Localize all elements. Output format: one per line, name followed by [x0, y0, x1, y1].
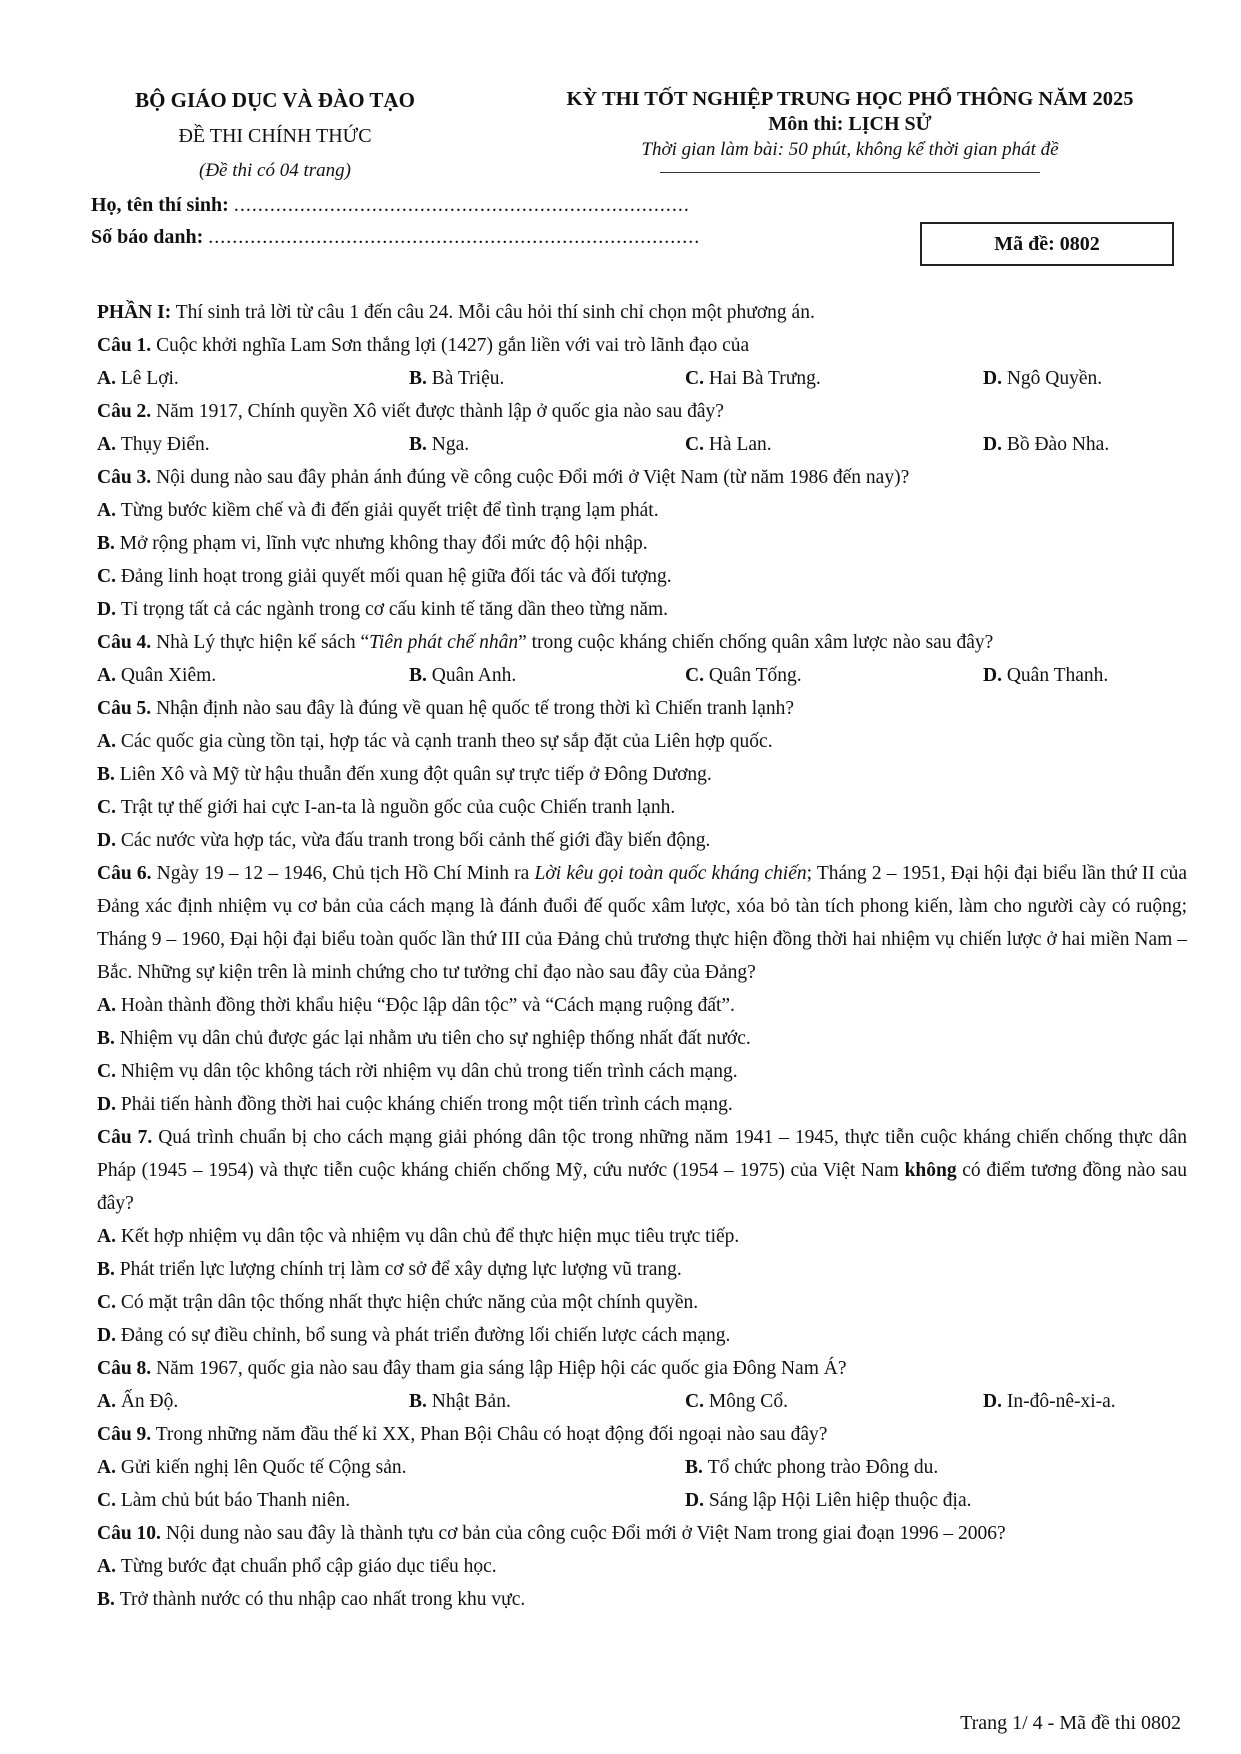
- question-number: Câu 2.: [97, 401, 152, 422]
- question-text: Năm 1967, quốc gia nào sau đây tham gia sáng lập Hiệp hội các quốc gia Đông Nam Á?: [151, 1358, 847, 1379]
- option-b[interactable]: [409, 659, 685, 692]
- option-letter: C.: [685, 665, 709, 686]
- option-text: Hoàn thành đồng thời khẩu hiệu “Độc lập dân tộc” và “Cách mạng ruộng đất”.: [120, 995, 735, 1016]
- question-number: Câu 9.: [97, 1424, 152, 1445]
- option-text: Từng bước đạt chuẩn phổ cập giáo dục tiểu học.: [120, 1556, 497, 1577]
- question-8-options: [97, 1385, 1187, 1418]
- exam-body: [97, 296, 1187, 1616]
- option-letter: A.: [97, 1457, 121, 1478]
- option-letter: D.: [685, 1490, 709, 1511]
- option-text: Các quốc gia cùng tồn tại, hợp tác và cạnh tranh theo sự sắp đặt của Liên hợp quốc.: [120, 731, 773, 752]
- question-2: [97, 395, 1187, 428]
- question-text: Cuộc khởi nghĩa Lam Sơn thắng lợi (1427) gắn liền với vai trò lãnh đạo của: [151, 335, 750, 356]
- option-text: Gửi kiến nghị lên Quốc tế Cộng sản.: [120, 1457, 407, 1478]
- question-number: Câu 8.: [97, 1358, 152, 1379]
- option-text: Sáng lập Hội Liên hiệp thuộc địa.: [708, 1490, 972, 1511]
- option-letter: B.: [409, 1391, 432, 1412]
- question-text: Ngày 19 – 12 – 1946, Chủ tịch Hồ Chí Minh ra: [151, 863, 535, 884]
- option-d[interactable]: [97, 824, 1187, 857]
- option-letter: C.: [97, 1061, 121, 1082]
- option-letter: B.: [409, 368, 432, 389]
- question-text: Trong những năm đầu thế kỉ XX, Phan Bội Châu có hoạt động đối ngoại nào sau đây?: [151, 1424, 828, 1445]
- question-4-options: [97, 659, 1187, 692]
- option-c[interactable]: [685, 659, 983, 692]
- option-a[interactable]: [97, 362, 409, 395]
- option-b[interactable]: [97, 527, 1187, 560]
- question-3: [97, 461, 1187, 494]
- option-letter: C.: [685, 368, 709, 389]
- question-text: Nhà Lý thực hiện kế sách “: [151, 632, 370, 653]
- question-1: [97, 329, 1187, 362]
- option-text: In-đô-nê-xi-a.: [1006, 1391, 1116, 1412]
- option-letter: B.: [409, 665, 432, 686]
- part-instruction: [97, 296, 1187, 329]
- ministry-name: BỘ GIÁO DỤC VÀ ĐÀO TẠO: [135, 88, 415, 112]
- option-letter: A.: [97, 500, 121, 521]
- option-d[interactable]: [983, 428, 1109, 461]
- option-letter: D.: [983, 368, 1007, 389]
- option-letter: A.: [97, 995, 121, 1016]
- question-8: [97, 1352, 1187, 1385]
- option-b[interactable]: [97, 1583, 1187, 1616]
- option-a[interactable]: [97, 725, 1187, 758]
- question-6: [97, 857, 1187, 989]
- time-underline: [660, 172, 1040, 173]
- option-c[interactable]: [97, 791, 1187, 824]
- question-text: Nội dung nào sau đây phản ánh đúng về công cuộc Đổi mới ở Việt Nam (từ năm 1986 đến nay)?: [151, 467, 910, 488]
- option-b[interactable]: [409, 362, 685, 395]
- option-letter: B.: [409, 434, 432, 455]
- option-c[interactable]: [97, 560, 1187, 593]
- question-text: có điểm tương đồng nào sau đây?: [97, 1160, 1187, 1214]
- option-d[interactable]: [685, 1484, 972, 1517]
- part-text: Thí sinh trả lời từ câu 1 đến câu 24. Mỗi câu hỏi thí sinh chỉ chọn một phương án.: [171, 302, 815, 323]
- question-2-options: [97, 428, 1187, 461]
- option-text: Phát triển lực lượng chính trị làm cơ sở để xây dựng lực lượng vũ trang.: [119, 1259, 682, 1280]
- option-b[interactable]: [409, 428, 685, 461]
- option-letter: C.: [97, 1292, 121, 1313]
- option-text: Lê Lợi.: [120, 368, 179, 389]
- option-a[interactable]: [97, 989, 1187, 1022]
- option-a[interactable]: [97, 1385, 409, 1418]
- option-c[interactable]: [97, 1484, 685, 1517]
- candidate-id-line: [91, 226, 700, 249]
- page-footer: Trang 1/ 4 - Mã đề thi 0802: [960, 1712, 1181, 1734]
- option-letter: B.: [97, 533, 120, 554]
- option-letter: B.: [97, 764, 120, 785]
- question-number: Câu 5.: [97, 698, 152, 719]
- option-b[interactable]: [97, 1253, 1187, 1286]
- question-number: Câu 1.: [97, 335, 152, 356]
- option-letter: B.: [97, 1028, 120, 1049]
- option-text: Trở thành nước có thu nhập cao nhất trong khu vực.: [119, 1589, 526, 1610]
- option-letter: A.: [97, 731, 121, 752]
- question-text: Nội dung nào sau đây là thành tựu cơ bản của công cuộc Đổi mới ở Việt Nam trong giai đoạn 1996 – 2006?: [160, 1523, 1006, 1544]
- option-text: Ngô Quyền.: [1006, 368, 1103, 389]
- option-text: Tổ chức phong trào Đông du.: [707, 1457, 939, 1478]
- option-d[interactable]: [97, 593, 1187, 626]
- option-letter: B.: [97, 1589, 120, 1610]
- question-number: Câu 6.: [97, 863, 152, 884]
- question-4: [97, 626, 1187, 659]
- question-number: Câu 3.: [97, 467, 152, 488]
- option-text: Mông Cổ.: [708, 1391, 788, 1412]
- option-text: Phải tiến hành đồng thời hai cuộc kháng chiến trong một tiến trình cách mạng.: [120, 1094, 733, 1115]
- option-letter: D.: [97, 1325, 121, 1346]
- option-a[interactable]: [97, 1451, 685, 1484]
- option-b[interactable]: [685, 1451, 938, 1484]
- question-number: Câu 7.: [97, 1127, 153, 1148]
- option-a[interactable]: [97, 428, 409, 461]
- part-label: PHẦN I:: [97, 302, 172, 323]
- option-text: Trật tự thế giới hai cực I-an-ta là nguồn gốc của cuộc Chiến tranh lạnh.: [120, 797, 676, 818]
- option-text: Có mặt trận dân tộc thống nhất thực hiện chức năng của một chính quyền.: [120, 1292, 699, 1313]
- option-d[interactable]: [983, 659, 1108, 692]
- option-d[interactable]: [983, 1385, 1116, 1418]
- option-letter: D.: [983, 1391, 1007, 1412]
- question-text: Quá trình chuẩn bị cho cách mạng giải phóng dân tộc trong những năm 1941 – 1945, thực tiễn cuộc kháng chiến chống thực dân Pháp (1945 – 1954) và thực tiễn cuộc kháng chiến chống Mỹ, cứu nước (1954 – 1975) của Việt Nam: [97, 1127, 1187, 1181]
- time-note: Thời gian làm bài: 50 phút, không kể thời gian phát đề: [641, 139, 1059, 160]
- option-c[interactable]: [685, 428, 983, 461]
- header-left: [110, 88, 440, 182]
- option-text: Đảng linh hoạt trong giải quyết mối quan hệ giữa đối tác và đối tượng.: [120, 566, 672, 587]
- option-text: Đảng có sự điều chỉnh, bổ sung và phát triển đường lối chiến lược cách mạng.: [120, 1325, 731, 1346]
- option-text: Các nước vừa hợp tác, vừa đấu tranh trong bối cảnh thế giới đầy biến động.: [120, 830, 711, 851]
- question-10: [97, 1517, 1187, 1550]
- question-text-italic: Lời kêu gọi toàn quốc kháng chiến: [534, 863, 807, 884]
- option-letter: D.: [983, 665, 1007, 686]
- option-letter: C.: [685, 434, 709, 455]
- option-letter: B.: [685, 1457, 708, 1478]
- option-letter: B.: [97, 1259, 120, 1280]
- header-right: [500, 88, 1200, 161]
- exam-title: KỲ THI TỐT NGHIỆP TRUNG HỌC PHỔ THÔNG NĂM 2025: [566, 88, 1134, 110]
- option-text: Quân Xiêm.: [120, 665, 217, 686]
- candidate-id-label: Số báo danh:: [91, 226, 204, 248]
- question-9: [97, 1418, 1187, 1451]
- option-text: Hai Bà Trưng.: [708, 368, 821, 389]
- option-d[interactable]: [983, 362, 1102, 395]
- option-text: Bồ Đào Nha.: [1006, 434, 1110, 455]
- option-letter: D.: [97, 830, 121, 851]
- option-text: Từng bước kiềm chế và đi đến giải quyết triệt để tình trạng lạm phát.: [120, 500, 659, 521]
- option-text: Hà Lan.: [708, 434, 772, 455]
- question-text-bold: không: [904, 1160, 957, 1181]
- question-7: [97, 1121, 1187, 1220]
- option-letter: C.: [97, 797, 121, 818]
- option-b[interactable]: [97, 758, 1187, 791]
- option-text: Quân Tống.: [708, 665, 802, 686]
- page-count-note: (Đề thi có 04 trang): [199, 160, 351, 181]
- option-text: Nhiệm vụ dân tộc không tách rời nhiệm vụ dân chủ trong tiến trình cách mạng.: [120, 1061, 738, 1082]
- option-c[interactable]: [685, 362, 983, 395]
- candidate-name-label: Họ, tên thí sinh:: [91, 194, 229, 216]
- question-text: ” trong cuộc kháng chiến chống quân xâm lược nào sau đây?: [518, 632, 994, 653]
- option-text: Ấn Độ.: [120, 1391, 179, 1412]
- candidate-name-field[interactable]: ............................................................................: [233, 194, 690, 216]
- option-letter: D.: [97, 599, 121, 620]
- exam-code: Mã đề: 0802: [994, 232, 1100, 255]
- question-1-options: [97, 362, 1187, 395]
- option-text: Kết hợp nhiệm vụ dân tộc và nhiệm vụ dân chủ để thực hiện mục tiêu trực tiếp.: [120, 1226, 740, 1247]
- question-number: Câu 10.: [97, 1523, 161, 1544]
- question-5: [97, 692, 1187, 725]
- official-label: ĐỀ THI CHÍNH THỨC: [178, 125, 372, 147]
- question-number: Câu 4.: [97, 632, 152, 653]
- option-text: Liên Xô và Mỹ từ hậu thuẫn đến xung đột quân sự trực tiếp ở Đông Dương.: [119, 764, 712, 785]
- option-b[interactable]: [409, 1385, 685, 1418]
- option-letter: C.: [97, 566, 121, 587]
- question-9-options-row1: [97, 1451, 1187, 1484]
- question-text: Năm 1917, Chính quyền Xô viết được thành lập ở quốc gia nào sau đây?: [151, 401, 724, 422]
- option-letter: A.: [97, 434, 121, 455]
- option-text: Nga.: [431, 434, 470, 455]
- option-a[interactable]: [97, 659, 409, 692]
- option-d[interactable]: [97, 1319, 1187, 1352]
- option-a[interactable]: [97, 1550, 1187, 1583]
- option-letter: A.: [97, 1226, 121, 1247]
- option-letter: A.: [97, 665, 121, 686]
- option-a[interactable]: [97, 494, 1187, 527]
- option-text: Nhiệm vụ dân chủ được gác lại nhằm ưu tiên cho sự nghiệp thống nhất đất nước.: [119, 1028, 751, 1049]
- option-text: Làm chủ bút báo Thanh niên.: [120, 1490, 351, 1511]
- option-text: Thụy Điển.: [120, 434, 210, 455]
- exam-code-box: [920, 222, 1174, 266]
- question-text: ; Tháng 2 – 1951, Đại hội đại biểu lần thứ II của Đảng xác định nhiệm vụ cơ bản của cách mạng là đánh đuổi đế quốc xâm lược, xóa bỏ tàn tích phong kiến, làm cho người cày có ruộng; Tháng 9 – 1960, Đại hội đại biểu toàn quốc lần thứ III của Đảng chủ trương thực hiện đồng thời hai nhiệm vụ chiến lược ở hai miền Nam – Bắc. Những sự kiện trên là minh chứng cho tư tưởng chỉ đạo nào sau đây của Đảng?: [97, 863, 1188, 983]
- candidate-id-field[interactable]: ..................................................................................: [208, 226, 701, 248]
- option-text: Quân Anh.: [431, 665, 517, 686]
- question-9-options-row2: [97, 1484, 1187, 1517]
- option-b[interactable]: [97, 1022, 1187, 1055]
- question-text-italic: Tiên phát chế nhân: [369, 632, 519, 653]
- option-letter: D.: [97, 1094, 121, 1115]
- option-c[interactable]: [97, 1055, 1187, 1088]
- option-letter: A.: [97, 368, 121, 389]
- candidate-name-line: [91, 194, 690, 217]
- option-text: Nhật Bản.: [431, 1391, 511, 1412]
- option-letter: C.: [685, 1391, 709, 1412]
- option-text: Bà Triệu.: [431, 368, 505, 389]
- option-d[interactable]: [97, 1088, 1187, 1121]
- option-c[interactable]: [685, 1385, 983, 1418]
- option-letter: C.: [97, 1490, 121, 1511]
- option-letter: A.: [97, 1556, 121, 1577]
- question-text: Nhận định nào sau đây là đúng về quan hệ quốc tế trong thời kì Chiến tranh lạnh?: [151, 698, 795, 719]
- option-c[interactable]: [97, 1286, 1187, 1319]
- option-letter: D.: [983, 434, 1007, 455]
- option-a[interactable]: [97, 1220, 1187, 1253]
- option-letter: A.: [97, 1391, 121, 1412]
- option-text: Quân Thanh.: [1006, 665, 1109, 686]
- subject-title: Môn thi: LỊCH SỬ: [768, 113, 932, 135]
- option-text: Mở rộng phạm vi, lĩnh vực nhưng không thay đổi mức độ hội nhập.: [119, 533, 648, 554]
- option-text: Tỉ trọng tất cả các ngành trong cơ cấu kinh tế tăng dần theo từng năm.: [120, 599, 669, 620]
